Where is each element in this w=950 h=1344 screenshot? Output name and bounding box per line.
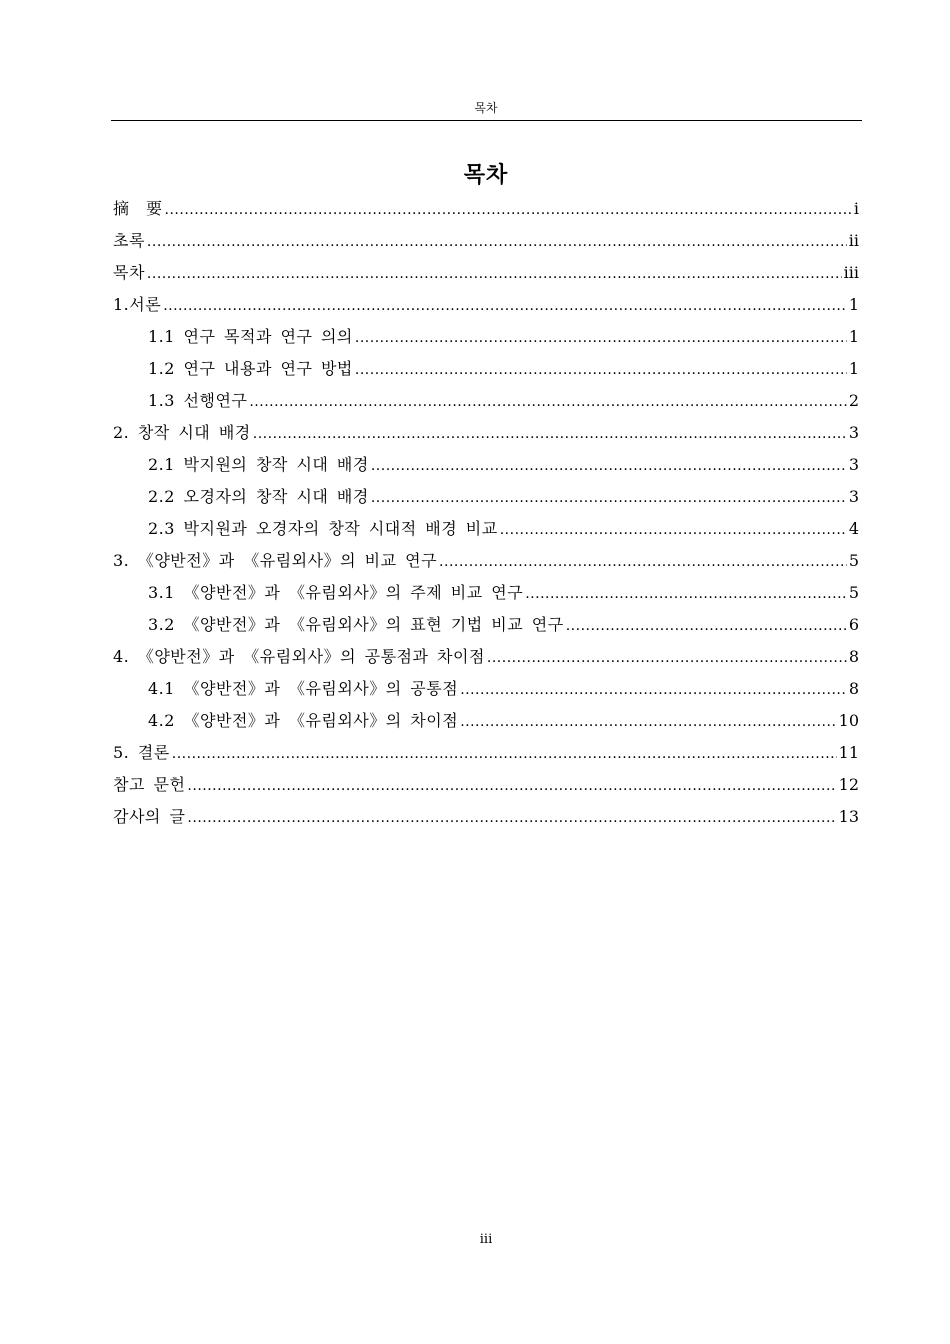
toc-dot-leader [500,514,847,546]
toc-entry-label: 1.2 연구 내용과 연구 방법 [148,359,353,378]
toc-dot-leader [187,802,836,834]
toc-entry-label: 4.1 《양반전》과 《유림외사》의 공통점 [148,679,459,698]
toc-entry[interactable] [113,481,859,513]
toc-entry-label: 감사의 글 [113,807,186,826]
toc-entry-label: 목차 [113,263,145,282]
toc-entry-page: iii [843,263,859,282]
toc-entry-page: 12 [838,775,859,794]
toc-entry-label: 4.2 《양반전》과 《유림외사》의 차이점 [148,711,459,730]
toc-dot-leader [249,386,846,418]
toc-entry[interactable] [113,769,859,801]
toc-entry[interactable] [113,641,859,673]
toc-entry-page: 8 [848,679,859,698]
page-number: iii [479,1232,493,1247]
toc-entry-page: 5 [848,583,859,602]
toc-entry-label: 참고 문헌 [113,775,186,794]
toc-entry-label: 2.1 박지원의 창작 시대 배경 [148,455,369,474]
page-title: 목차 [463,161,509,188]
toc-dot-leader [253,418,847,450]
toc-entry[interactable] [113,225,859,257]
toc-entry-page: 3 [848,423,859,442]
toc-entry-label: 1.1 연구 목적과 연구 의의 [148,327,353,346]
toc-entry[interactable] [113,417,859,449]
toc-entry-page: 10 [838,711,859,730]
toc-dot-leader [439,546,847,578]
toc-dot-leader [525,578,847,610]
toc-entry-page: 8 [848,647,859,666]
toc-dot-leader [487,642,847,674]
toc-entry[interactable] [113,385,859,417]
toc-entry-label: 3. 《양반전》과 《유림외사》의 비교 연구 [113,551,438,570]
toc-entry-label: 초록 [113,231,145,250]
toc-entry[interactable] [113,257,859,289]
toc-entry[interactable] [113,289,859,321]
toc-entry-label: 摘 要 [113,199,163,218]
toc-dot-leader [147,226,847,258]
toc-dot-leader [460,706,836,738]
toc-entry-label: 2.2 오경자의 창작 시대 배경 [148,487,369,506]
toc-dot-leader [371,450,847,482]
toc-entry-page: ii [848,231,859,250]
toc-entry-label: 2.3 박지원과 오경자의 창작 시대적 배경 비교 [148,519,498,538]
table-of-contents [113,193,859,833]
toc-entry-label: 1.3 선행연구 [148,391,248,410]
toc-entry[interactable] [113,193,859,225]
toc-entry[interactable] [113,801,859,833]
toc-entry-page: 3 [848,487,859,506]
toc-dot-leader [187,770,836,802]
toc-entry[interactable] [113,449,859,481]
toc-dot-leader [147,258,842,290]
toc-entry-label: 2. 창작 시대 배경 [113,423,251,442]
toc-entry-page: 5 [848,551,859,570]
toc-entry-page: 6 [848,615,859,634]
toc-entry-page: 1 [848,359,859,378]
toc-entry-label: 3.2 《양반전》과 《유림외사》의 표현 기법 비교 연구 [148,615,564,634]
toc-entry-page: 4 [848,519,859,538]
toc-entry-page: i [853,199,859,218]
toc-entry[interactable] [113,609,859,641]
running-header: 목차 [474,101,498,115]
header-rule [111,120,862,121]
toc-dot-leader [355,322,847,354]
toc-entry-page: 3 [848,455,859,474]
toc-entry-page: 13 [838,807,859,826]
toc-dot-leader [460,674,847,706]
toc-dot-leader [355,354,847,386]
toc-entry[interactable] [113,513,859,545]
toc-entry[interactable] [113,577,859,609]
toc-entry-page: 11 [838,743,859,762]
toc-entry-label: 4. 《양반전》과 《유림외사》의 공통점과 차이점 [113,647,485,666]
toc-dot-leader [165,194,852,226]
toc-entry[interactable] [113,353,859,385]
toc-entry-label: 5. 결론 [113,743,170,762]
toc-dot-leader [371,482,847,514]
toc-entry[interactable] [113,545,859,577]
toc-entry-page: 1 [848,295,859,314]
toc-entry-label: 3.1 《양반전》과 《유림외사》의 주제 비교 연구 [148,583,524,602]
toc-entry[interactable] [113,737,859,769]
toc-entry[interactable] [113,321,859,353]
toc-dot-leader [163,290,847,322]
toc-entry-label: 1.서론 [113,295,162,314]
toc-entry-page: 1 [848,327,859,346]
toc-entry[interactable] [113,705,859,737]
toc-dot-leader [566,610,847,642]
toc-entry-page: 2 [848,391,859,410]
toc-entry[interactable] [113,673,859,705]
toc-dot-leader [172,738,837,770]
